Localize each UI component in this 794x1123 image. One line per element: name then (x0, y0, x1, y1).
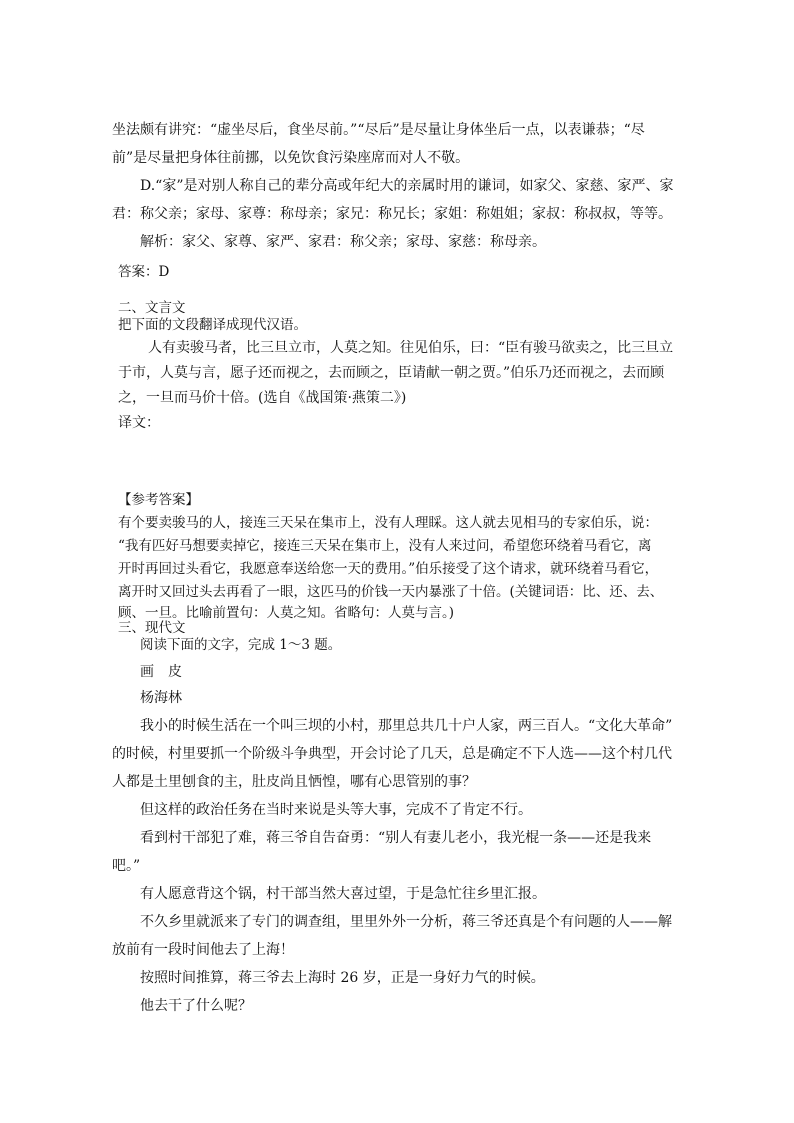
story-line: 放前有一段时间他去了上海！ (112, 942, 294, 958)
story-line: 看到村干部犯了难，蒋三爷自告奋勇：“别人有妻儿老小，我光棍一条——还是我来 (140, 830, 652, 846)
story-author: 杨海林 (140, 690, 182, 706)
reference-answer-line: 开时再回过头看它，我愿意奉送给您一天的费用。”伯乐接受了这个请求，就环绕着马看它， (118, 561, 659, 577)
story-line: 他去干了什么呢？ (140, 998, 252, 1014)
analysis-line: 解析：家父、家尊、家严、家君：称父亲；家母、家慈：称母亲。 (140, 234, 546, 250)
story-title: 画 皮 (140, 664, 182, 680)
reference-answer-line: 离开时又回过头去再看了一眼，这匹马的价钱一天内暴涨了十倍。(关键词语：比、还、去、 (118, 584, 664, 600)
section-heading: 三、现代文 (118, 620, 186, 636)
passage-line: 于市，人莫与言，愿子还而视之，去而顾之，臣请献一朝之贾。”伯乐乃还而视之，去而顾 (118, 365, 665, 381)
reference-answer-heading: 【参考答案】 (118, 492, 199, 508)
text-line: 君：称父亲；家母、家尊：称母亲；家兄：称兄长；家姐：称姐姐；家叔：称叔叔，等等。 (112, 206, 672, 222)
story-line: 不久乡里就派来了专门的调查组，里里外外一分析，蒋三爷还真是个有问题的人——解 (140, 914, 672, 930)
section-heading: 二、文言文 (118, 300, 186, 316)
passage-line: 人有卖骏马者，比三旦立市，人莫之知。往见伯乐，曰：“臣有骏马欲卖之，比三旦立 (148, 340, 674, 356)
translation-label: 译文： (118, 415, 160, 431)
answer-line: 答案：D (118, 264, 170, 280)
text-line: 前”是尽量把身体往前挪，以免饮食污染座席而对人不敬。 (112, 150, 470, 166)
passage-line: 之，一旦而马价十倍。(选自《战国策·燕策二》) (118, 390, 407, 406)
reference-answer-line: “我有匹好马想要卖掉它，接连三天呆在集市上，没有人来过问，希望您环绕着马看它，离 (118, 538, 652, 554)
story-line: 我小的时候生活在一个叫三坝的小村，那里总共几十户人家，两三百人。“文化大革命” (140, 718, 673, 734)
reference-answer-line: 有个要卖骏马的人，接连三天呆在集市上，没有人理睬。这人就去见相马的专家伯乐，说： (118, 515, 658, 531)
story-line: 但这样的政治任务在当时来说是头等大事，完成不了肯定不行。 (140, 802, 532, 818)
instruction-line: 阅读下面的文字，完成 1～3 题。 (140, 637, 342, 653)
story-line: 的时候，村里要抓一个阶级斗争典型，开会讨论了几天，总是确定不下人选——这个村几代 (112, 746, 672, 762)
story-line: 吧。” (112, 858, 141, 874)
story-line: 按照时间推算，蒋三爷去上海时 26 岁，正是一身好力气的时候。 (140, 970, 545, 986)
story-line: 有人愿意背这个锅，村干部当然大喜过望，于是急忙往乡里汇报。 (140, 886, 546, 902)
option-d-line: D.“家”是对别人称自己的辈分高或年纪大的亲属时用的谦词，如家父、家慈、家严、家 (140, 178, 674, 194)
instruction-line: 把下面的文段翻译成现代汉语。 (118, 317, 307, 333)
story-line: 人都是土里刨食的主，肚皮尚且恓惶，哪有心思管别的事？ (112, 774, 476, 790)
reference-answer-line: 顾、一旦。比喻前置句：人莫之知。省略句：人莫与言。) (118, 605, 455, 621)
text-line: 坐法颇有讲究：“虚坐尽后，食坐尽前。”“尽后”是尽量让身体坐后一点，以表谦恭；“尽 (112, 122, 645, 138)
